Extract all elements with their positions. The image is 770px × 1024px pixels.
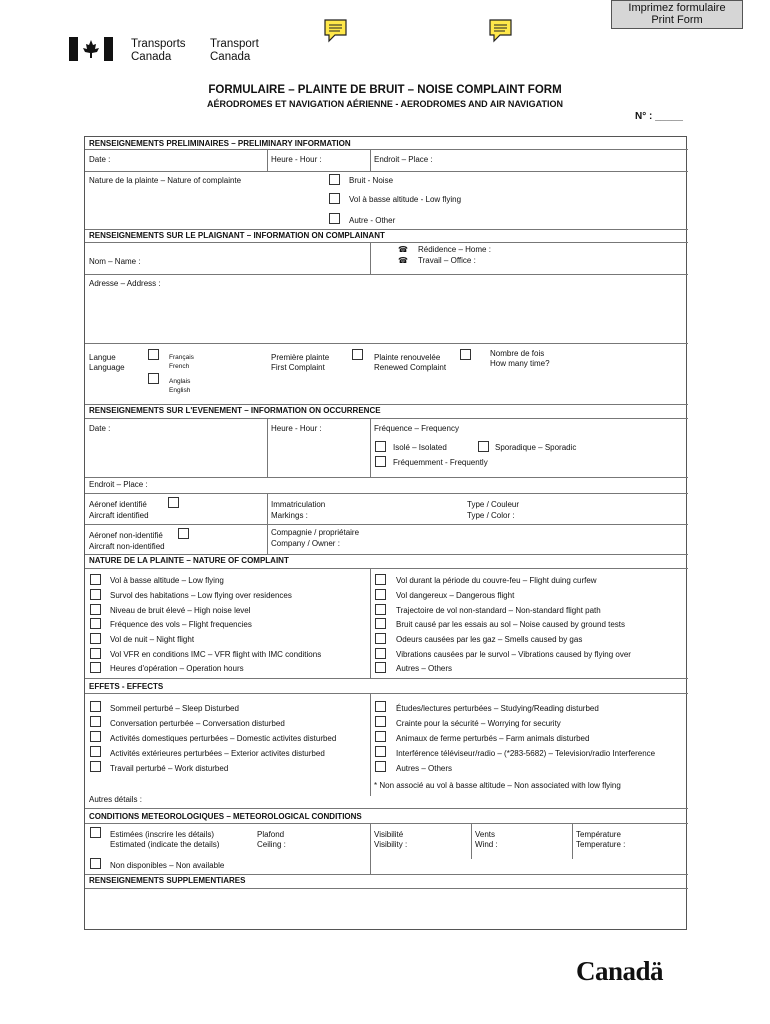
aircraft-identified-label-en: Aircraft identified <box>89 511 149 520</box>
nature-checkbox[interactable] <box>90 662 101 673</box>
dept-name-en: Transport Canada <box>210 38 259 63</box>
dept-name-fr: Transports Canada <box>131 38 186 63</box>
sporadic-label: Sporadique – Sporadic <box>495 443 577 452</box>
nature-option-label: Vol dangereux – Dangerous flight <box>396 591 515 600</box>
frequently-checkbox[interactable] <box>375 456 386 467</box>
date-field[interactable]: Date : <box>89 155 111 164</box>
effect-option-label: Activités domestiques perturbées – Domestic activites disturbed <box>110 734 337 743</box>
nature-option-label: Bruit causé par les essais au sol – Noise caused by ground tests <box>396 620 626 629</box>
nature-option-label: Vol VFR en conditions IMC – VFR flight with IMC conditions <box>110 650 322 659</box>
estimated-checkbox[interactable] <box>90 827 101 838</box>
visibility-field[interactable]: Visibility : <box>374 840 408 849</box>
nature-checkbox[interactable] <box>375 633 386 644</box>
other-details-field[interactable]: Autres détails : <box>89 795 142 804</box>
nature-checkbox[interactable] <box>90 648 101 659</box>
phone-icon: ☎ <box>398 245 408 254</box>
occurrence-date-field[interactable]: Date : <box>89 424 111 433</box>
first-complaint-label-en: First Complaint <box>271 363 325 372</box>
effect-option-label: Crainte pour la sécurité – Worrying for security <box>396 719 561 728</box>
french-label: Français <box>169 354 194 361</box>
nature-checkbox[interactable] <box>90 618 101 629</box>
estimated-label: Estimées (inscrire les détails) <box>110 830 215 839</box>
type-color-label: Type / Couleur <box>467 500 520 509</box>
section-heading-preliminary: RENSEIGNEMENTS PRELIMINAIRES – PRELIMINARY INFORMATION <box>89 139 351 148</box>
home-phone-field[interactable]: Rédidence – Home : <box>418 245 491 254</box>
section-heading-weather: CONDITIONS METEOROLOGIQUES – METEOROLOGICAL CONDITIONS <box>89 812 362 821</box>
registration-label: Immatriculation <box>271 500 326 509</box>
language-label-en: Language <box>89 363 125 372</box>
nature-checkbox[interactable] <box>375 574 386 585</box>
nature-option-label: Autres – Others <box>396 664 453 673</box>
office-phone-field[interactable]: Travail – Office : <box>418 256 476 265</box>
isolated-label: Isolé – Isolated <box>393 443 447 452</box>
effect-checkbox[interactable] <box>90 746 101 757</box>
nature-option-label: Vol à basse altitude – Low flying <box>110 576 224 585</box>
effect-checkbox[interactable] <box>375 731 386 742</box>
complaint-count-field[interactable]: How many time? <box>490 359 550 368</box>
effect-checkbox[interactable] <box>375 716 386 727</box>
section-heading-occurrence: RENSEIGNEMENTS SUR L'EVENEMENT – INFORMATION ON OCCURRENCE <box>89 406 381 415</box>
estimated-label-en: Estimated (indicate the details) <box>110 840 220 849</box>
effect-option-label: Animaux de ferme perturbés – Farm animals disturbed <box>396 734 590 743</box>
renewed-complaint-label-en: Renewed Complaint <box>374 363 447 372</box>
comment-note-icon[interactable] <box>322 17 349 44</box>
aircraft-identified-label: Aéronef identifié <box>89 500 147 509</box>
nature-checkbox[interactable] <box>90 633 101 644</box>
effect-checkbox[interactable] <box>375 746 386 757</box>
effect-checkbox[interactable] <box>90 716 101 727</box>
effect-option-label: Interférence téléviseur/radio – (*283-5682) – Television/radio Interference <box>396 749 656 758</box>
form-number-field[interactable]: N° : _____ <box>635 111 683 122</box>
nature-checkbox[interactable] <box>90 589 101 600</box>
not-available-label: Non disponibles – Non available <box>110 861 225 870</box>
nature-option-label: Niveau de bruit élevé – High noise level <box>110 606 251 615</box>
english-label-en: English <box>169 387 191 394</box>
low-flying-label: Vol à basse altitude - Low flying <box>349 195 462 204</box>
aircraft-non-identified-checkbox[interactable] <box>178 528 189 539</box>
nature-option-label: Vibrations causées par le survol – Vibrations caused by flying over <box>396 650 631 659</box>
nature-checkbox[interactable] <box>375 589 386 600</box>
nature-option-label: Vol de nuit – Night flight <box>110 635 195 644</box>
nature-option-label: Odeurs causées par les gaz – Smells caused by gas <box>396 635 583 644</box>
nature-checkbox[interactable] <box>375 604 386 615</box>
nature-option-label: Fréquence des vols – Flight frequencies <box>110 620 252 629</box>
canada-flag-logo <box>69 37 113 61</box>
other-checkbox[interactable] <box>329 213 340 224</box>
ceiling-label: Plafond <box>257 830 285 839</box>
effect-checkbox[interactable] <box>375 761 386 772</box>
form-title: FORMULAIRE – PLAINTE DE BRUIT – NOISE COMPLAINT FORM <box>208 84 562 96</box>
other-label: Autre - Other <box>349 216 396 225</box>
renewed-complaint-label: Plainte renouvelée <box>374 353 441 362</box>
company-owner-field[interactable]: Company / Owner : <box>271 539 340 548</box>
address-field[interactable]: Adresse – Address : <box>89 279 161 288</box>
nature-checkbox[interactable] <box>375 618 386 629</box>
occurrence-place-field[interactable]: Endroit – Place : <box>89 480 148 489</box>
french-label-en: French <box>169 363 190 370</box>
section-heading-nature: NATURE DE LA PLAINTE – NATURE OF COMPLAINT <box>89 556 289 565</box>
effect-option-label: Autres – Others <box>396 764 453 773</box>
form-subtitle: AÉRODROMES ET NAVIGATION AÉRIENNE - AERODROMES AND AIR NAVIGATION <box>206 99 563 109</box>
temperature-label: Température <box>576 830 621 839</box>
frequency-label: Fréquence – Frequency <box>374 424 459 433</box>
hour-field[interactable]: Heure - Hour : <box>271 155 322 164</box>
place-field[interactable]: Endroit – Place : <box>374 155 433 164</box>
section-heading-complainant: RENSEIGNEMENTS SUR LE PLAIGNANT – INFORMATION ON COMPLAINANT <box>89 231 385 240</box>
renewed-complaint-checkbox[interactable] <box>460 349 471 360</box>
nature-option-label: Vol durant la période du couvre-feu – Flight duing curfew <box>396 576 597 585</box>
wind-field[interactable]: Wind : <box>475 840 498 849</box>
print-form-button[interactable] <box>611 0 743 29</box>
language-label: Langue <box>89 353 116 362</box>
wind-label: Vents <box>475 830 496 839</box>
first-complaint-checkbox[interactable] <box>352 349 363 360</box>
comment-note-icon[interactable] <box>487 17 514 44</box>
aircraft-identified-checkbox[interactable] <box>168 497 179 508</box>
french-checkbox[interactable] <box>148 349 159 360</box>
registration-field[interactable]: Markings : <box>271 511 308 520</box>
complaint-nature-label: Nature de la plainte – Nature of complainte <box>89 176 242 185</box>
nature-checkbox[interactable] <box>90 604 101 615</box>
noise-label: Bruit - Noise <box>349 176 394 185</box>
effect-option-label: Sommeil perturbé – Sleep Disturbed <box>110 704 239 713</box>
visibility-label: Visibilité <box>374 830 404 839</box>
print-label-fr: Imprimez formulaire <box>628 2 726 14</box>
section-heading-effects: EFFETS - EFFECTS <box>89 682 164 691</box>
not-available-checkbox[interactable] <box>90 858 101 869</box>
phone-icon: ☎ <box>398 256 408 265</box>
nature-checkbox[interactable] <box>90 574 101 585</box>
nature-option-label: Trajectoire de vol non-standard – Non-standard flight path <box>396 606 601 615</box>
effect-checkbox[interactable] <box>90 761 101 772</box>
first-complaint-label: Première plainte <box>271 353 330 362</box>
canada-wordmark: Canadä <box>576 956 664 986</box>
nature-option-label: Heures d'opération – Operation hours <box>110 664 244 673</box>
type-color-field[interactable]: Type / Color : <box>467 511 515 520</box>
company-owner-label: Compagnie / propriétaire <box>271 528 360 537</box>
complaint-form <box>84 136 687 930</box>
sporadic-checkbox[interactable] <box>478 441 489 452</box>
english-checkbox[interactable] <box>148 373 159 384</box>
effect-option-label: Travail perturbé – Work disturbed <box>110 764 229 773</box>
effects-footnote: * Non associé au vol à basse altitude – Non associated with low flying <box>374 781 621 790</box>
effect-option-label: Conversation perturbée – Conversation disturbed <box>110 719 285 728</box>
additional-info-field[interactable] <box>86 890 686 928</box>
complaint-count-label: Nombre de fois <box>490 349 545 358</box>
ceiling-field[interactable]: Ceiling : <box>257 840 286 849</box>
nature-checkbox[interactable] <box>375 648 386 659</box>
effect-checkbox[interactable] <box>375 701 386 712</box>
aircraft-non-identified-label: Aéronef non-identifié <box>89 531 163 540</box>
name-field[interactable]: Nom – Name : <box>89 257 141 266</box>
effect-checkbox[interactable] <box>90 701 101 712</box>
occurrence-hour-field[interactable]: Heure - Hour : <box>271 424 322 433</box>
frequently-label: Fréquemment - Frequently <box>393 458 488 467</box>
aircraft-non-identified-label-en: Aircraft non-identified <box>89 542 165 551</box>
effect-option-label: Activités extérieures perturbées – Exterior activites disturbed <box>110 749 325 758</box>
section-heading-additional: RENSEIGNEMENTS SUPPLEMENTIARES <box>89 876 246 885</box>
effect-checkbox[interactable] <box>90 731 101 742</box>
effect-option-label: Études/lectures perturbées – Studying/Reading disturbed <box>396 704 599 713</box>
temperature-field[interactable]: Temperature : <box>576 840 626 849</box>
noise-checkbox[interactable] <box>329 174 340 185</box>
low-flying-checkbox[interactable] <box>329 193 340 204</box>
isolated-checkbox[interactable] <box>375 441 386 452</box>
nature-option-label: Survol des habitations – Low flying over residences <box>110 591 292 600</box>
nature-checkbox[interactable] <box>375 662 386 673</box>
english-label: Anglais <box>169 378 191 385</box>
print-label-en: Print Form <box>651 14 703 26</box>
